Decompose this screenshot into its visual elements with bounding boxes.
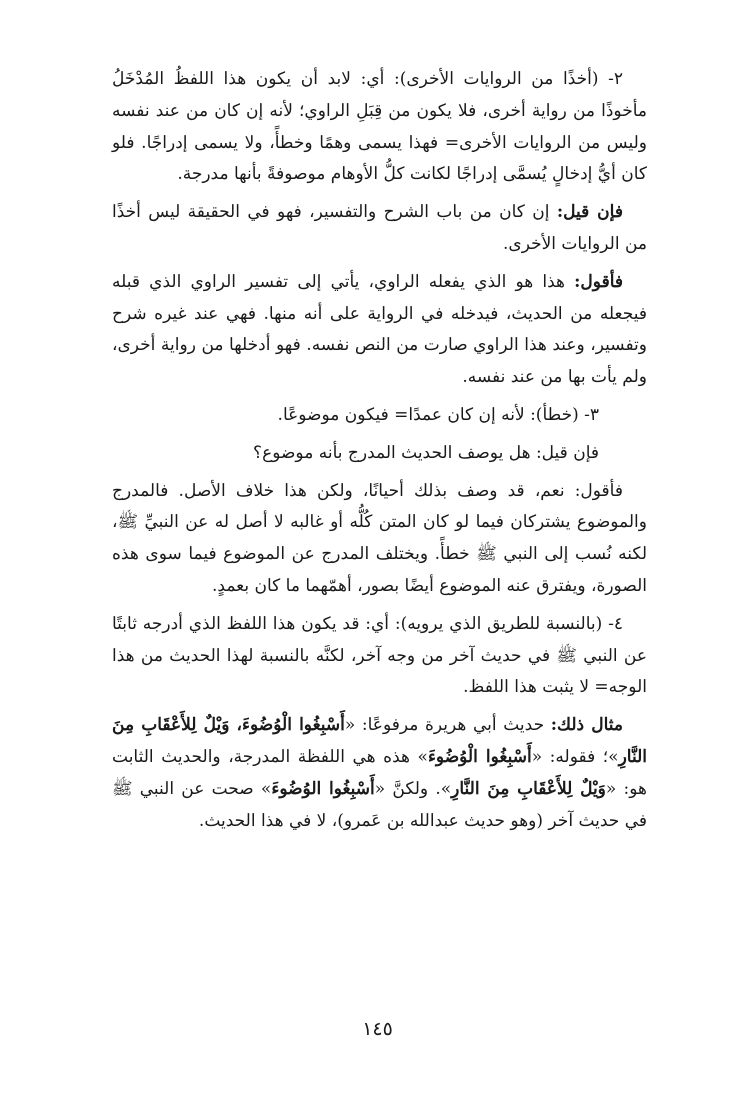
paragraph-7 bbox=[112, 609, 647, 704]
paragraph-6 bbox=[112, 476, 647, 603]
paragraph-8-part-5: » صحت عن النبي ﷺ في حديث آخر (وهو حديث عبدالله بن عَمرو)، لا في هذا الحديث. bbox=[112, 778, 647, 831]
paragraph-8-part-1: حديث أبي هريرة مرفوعًا: « bbox=[344, 715, 551, 736]
paragraph-1-text: ٢- (أخذًا من الروايات الأخرى): أي: لابد أن يكون هذا اللفظُ المُدْخَلُ مأخوذًا من رواية أخرى، فلا يكون من قِبَلِ الراوي؛ لأنه إن كان من عند نفسه وليس من الروايات الأخرى= فهذا يسمى وهمًا وخطأً، ولا يسمى إدراجًا. فلو كان أيُّ إدخالٍ يُسمَّى إدراجًا لكانت كلُّ الأوهام موصوفةً بأنها مدرجة. bbox=[112, 69, 647, 185]
paragraph-5-text: فإن قيل: هل يوصف الحديث المدرج بأنه موضوع؟ bbox=[253, 442, 599, 463]
paragraph-8 bbox=[112, 710, 647, 837]
paragraph-6-text: فأقول: نعم، قد وصف بذلك أحيانًا، ولكن هذا خلاف الأصل. فالمدرج والموضوع يشتركان فيما لو كان المتن كُلُّه أو غالبه لا أصل له عن النبيِّ ﷺ، لكنه نُسب إلى النبي ﷺ خطأً. ويختلف المدرج عن الموضوع فيما سوى هذه الصورة، ويفترق عنه الموضوع أيضًا بصور، أهمّهما ما كان بعمدٍ. bbox=[112, 480, 647, 596]
hadith-text-4: أَسْبِغُوا الوُضُوءَ bbox=[271, 778, 375, 799]
paragraph-3 bbox=[112, 267, 647, 394]
page-body bbox=[112, 64, 647, 843]
page-number: ١٤٥ bbox=[362, 1018, 393, 1040]
paragraph-8-part-3: » هذه هي اللفظة المدرجة، والحديث الثابت هو: « bbox=[112, 746, 648, 799]
hadith-text-1: أَسْبِغُوا الْوُضُوءَ، وَيْلٌ لِلأَعْقَابِ مِنَ النَّارِ bbox=[112, 715, 647, 767]
paragraph-2-lead: فإن قيل: bbox=[556, 202, 623, 223]
paragraph-5 bbox=[112, 438, 647, 470]
paragraph-8-part-2: »؛ فقوله: « bbox=[531, 746, 619, 767]
hadith-text-2: أَسْبِغُوا الْوُضُوءَ bbox=[427, 746, 532, 767]
paragraph-4 bbox=[112, 400, 647, 432]
paragraph-1 bbox=[112, 64, 647, 191]
paragraph-2-text: إن كان من باب الشرح والتفسير، فهو في الحقيقة ليس أخذًا من الروايات الأخرى. bbox=[112, 202, 647, 254]
paragraph-8-lead: مثال ذلك: bbox=[550, 715, 623, 736]
paragraph-4-text: ٣- (خطأ): لأنه إن كان عمدًا= فيكون موضوعًا. bbox=[277, 404, 599, 425]
hadith-text-3: وَيْلٌ لِلأَعْقَابِ مِنَ النَّارِ bbox=[451, 778, 606, 799]
paragraph-3-text: هذا هو الذي يفعله الراوي، يأتي إلى تفسير الراوي الذي قبله فيجعله من الحديث، فيدخله في الرواية على أنه منها. فهي عند غيره شرح وتفسير، وعند هذا الراوي صارت من النص نفسه. فهو أدخلها من رواية أخرى، ولم يأت بها من عند نفسه. bbox=[112, 271, 647, 388]
paragraph-2 bbox=[112, 197, 647, 261]
paragraph-7-text: ٤- (بالنسبة للطريق الذي يرويه): أي: قد يكون هذا اللفظ الذي أدرجه ثابتًا عن النبي ﷺ في حديث آخر من وجه آخر، لكنَّه بالنسبة لهذا الحديث من هذا الوجه= لا يثبت هذا اللفظ. bbox=[112, 613, 647, 698]
paragraph-3-lead: فأقول: bbox=[574, 271, 623, 292]
paragraph-8-part-4: ». ولكنَّ « bbox=[374, 778, 452, 799]
